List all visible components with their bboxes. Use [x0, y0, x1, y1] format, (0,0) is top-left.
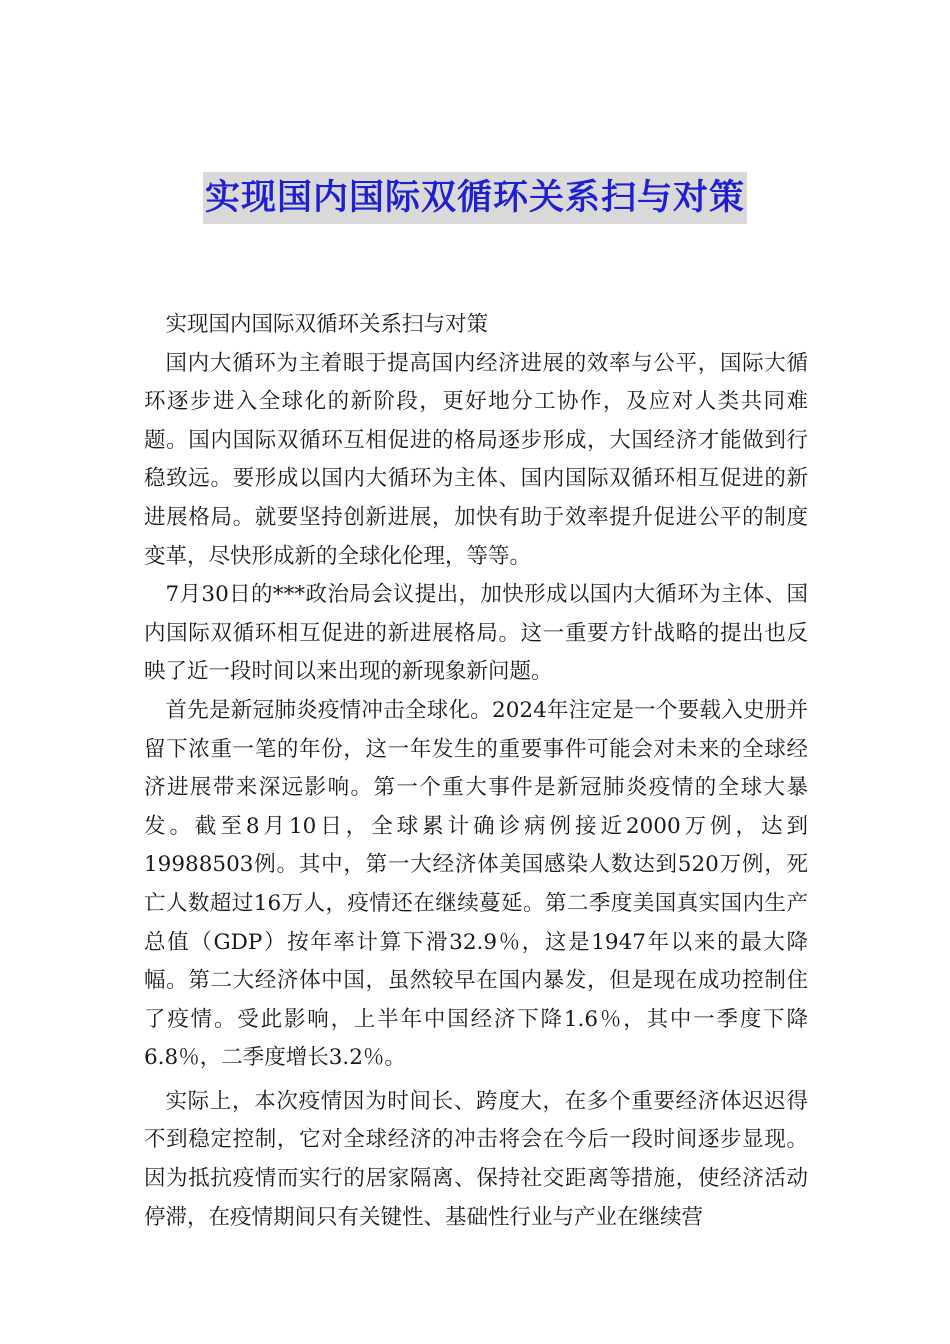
document-title [0, 172, 950, 224]
paragraph-2: 7月30日的***政治局会议提出，加快形成以国内大循环为主体、国内国际双循环相互促进的新进展格局。这一重要方针战略的提出也反映了近一段时间以来出现的新现象新问题。 [144, 582, 808, 685]
paragraph-3: 首先是新冠肺炎疫情冲击全球化。2024年注定是一个要载入史册并留下浓重一笔的年份，这一年发生的重要事件可能会对未来的全球经济进展带来深远影响。第一个重大事件是新冠肺炎疫情的全球大暴发。截至8月10日，全球累计确诊病例接近2000万例，达到19988503例。其中，第一大经济体美国感染人数达到520万例，死亡人数超过16万人，疫情还在继续蔓延。第二季度美国真实国内生产总值（GDP）按年率计算下滑32.9％，这是1947年以来的最大降幅。第二大经济体中国，虽然较早在国内暴发，但是现在成功控制住了疫情。受此影响，上半年中国经济下降1.6％，其中一季度下降6.8％，二季度增长3.2％。 [144, 697, 808, 1071]
paragraph-4: 实际上，本次疫情因为时间长、跨度大，在多个重要经济体迟迟得不到稳定控制，它对全球经济的冲击将会在今后一段时间逐步显现。因为抵抗疫情而实行的居家隔离、保持社交距离等措施，使经济活动停滞，在疫情期间只有关键性、基础性行业与产业在继续营 [144, 1088, 808, 1230]
document-title-text: 实现国内国际双循环关系扫与对策 [203, 172, 747, 224]
paragraph-1: 国内大循环为主着眼于提高国内经济进展的效率与公平，国际大循环逐步进入全球化的新阶段，更好地分工协作，及应对人类共同难题。国内国际双循环互相促进的格局逐步形成，大国经济才能做到行稳致远。要形成以国内大循环为主体、国内国际双循环相互促进的新进展格局。就要坚持创新进展，加快有助于效率提升促进公平的制度变革，尽快形成新的全球化伦理，等等。 [144, 350, 808, 569]
document-subtitle: 实现国内国际双循环关系扫与对策 [165, 312, 489, 337]
document-body [144, 306, 808, 1237]
